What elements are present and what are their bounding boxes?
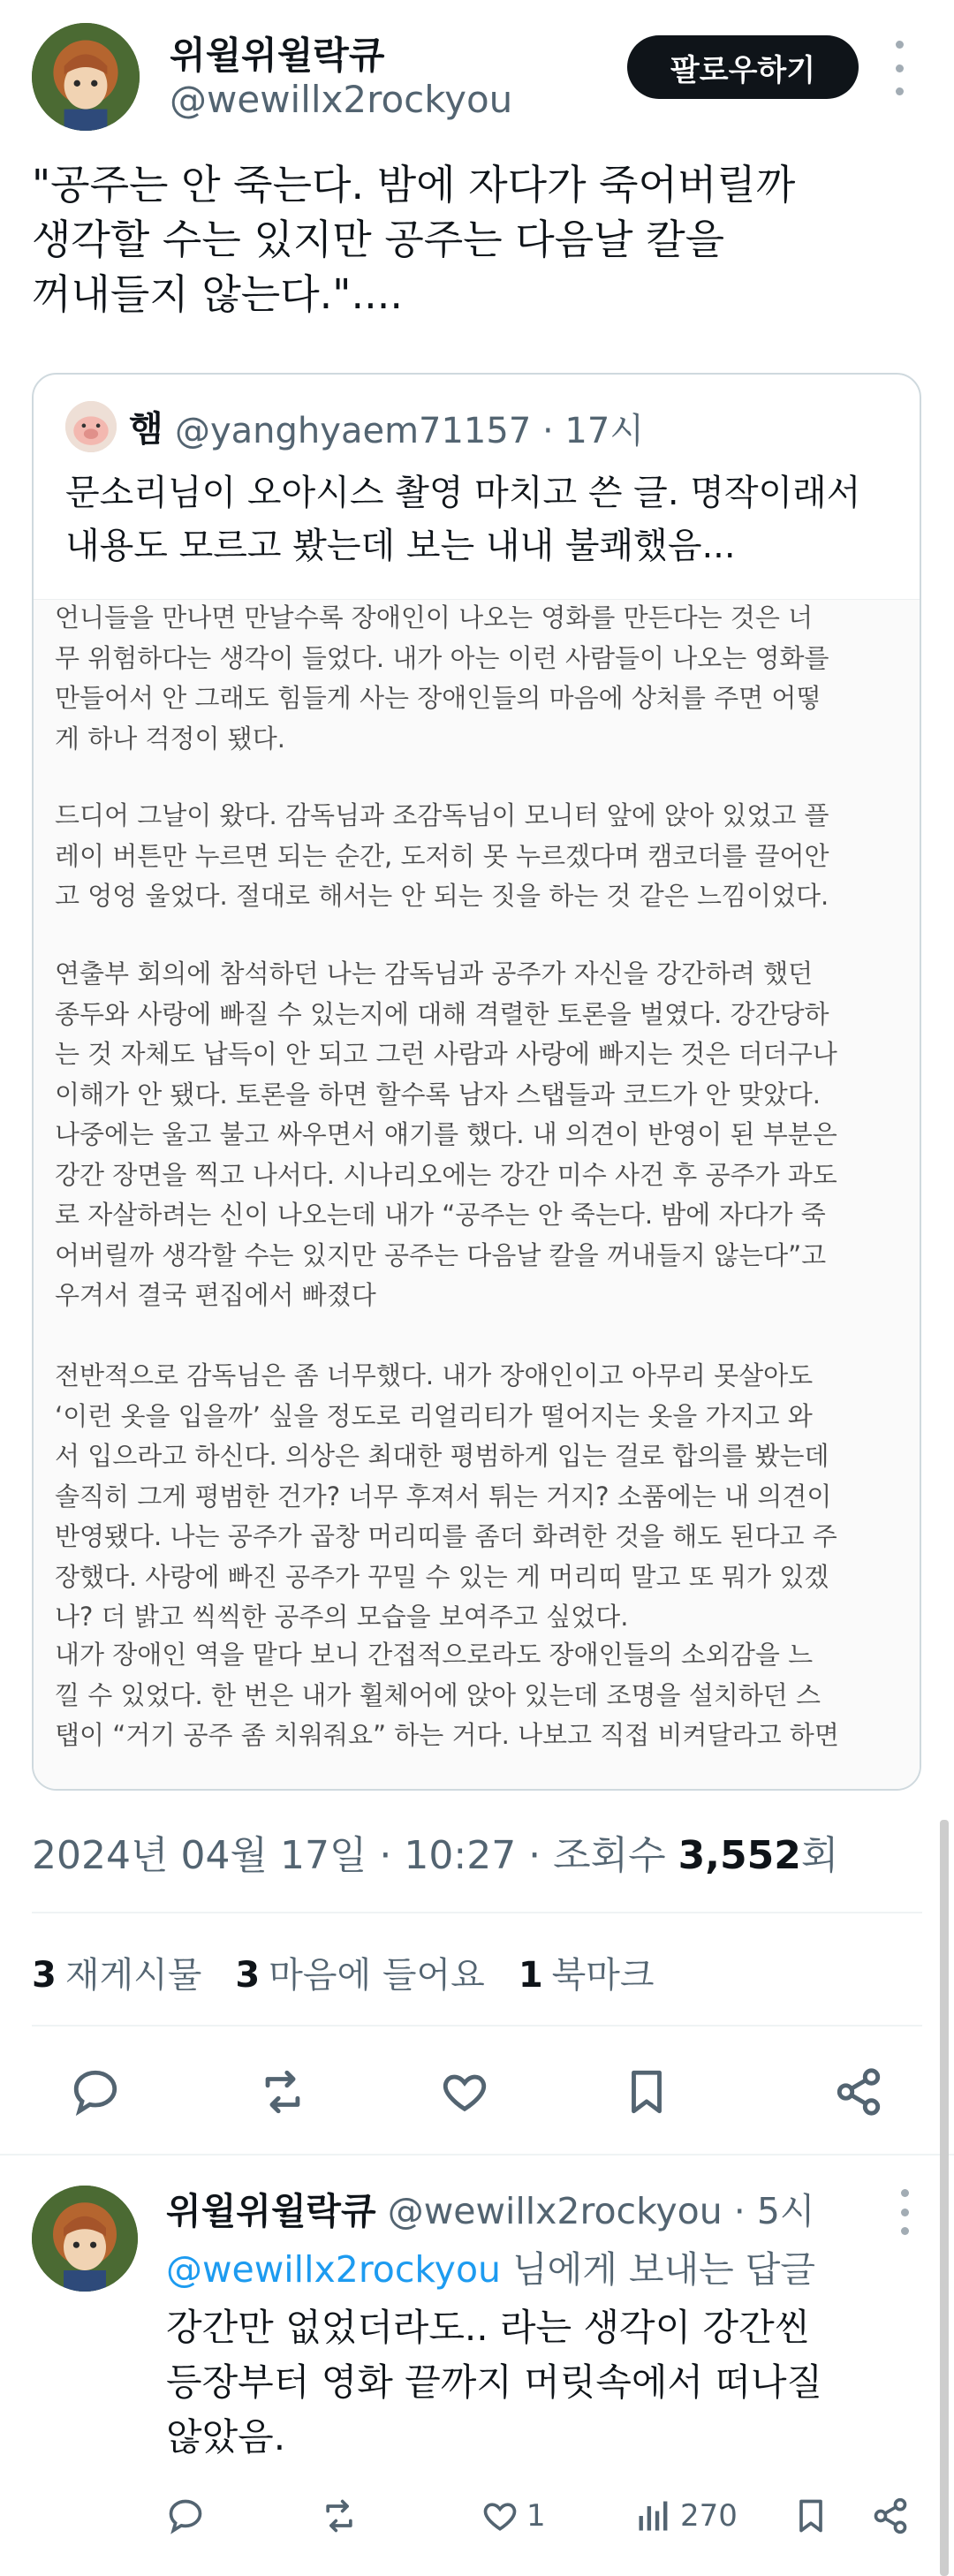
image-paragraph: 드디어 그날이 왔다. 감독님과 조감독님이 모니터 앞에 앉아 있었고 플 레이 버튼만 누르면 되는 순간, 도저히 못 누르겠다며 캠코더를 끌어안 고 엉엉 울었다. 절대로 해서는 안 되는 짓을 하는 것 같은 느낌이었다.	[55, 800, 829, 911]
reply-to-mention[interactable]: @wewillx2rockyou	[166, 2248, 502, 2291]
bookmark-icon[interactable]	[615, 2060, 678, 2124]
views-count: 270	[680, 2498, 738, 2534]
retweets-label: 재게시물	[64, 1955, 202, 1996]
engagement-stats	[32, 1947, 655, 1997]
author-avatar[interactable]	[32, 23, 140, 131]
reply-author-handle[interactable]: @wewillx2rockyou	[387, 2190, 723, 2232]
divider	[32, 2025, 922, 2027]
bookmarks-label: 북마크	[551, 1955, 655, 1996]
retweets-stat[interactable]	[32, 1947, 201, 1997]
like-icon[interactable]	[433, 2060, 496, 2124]
share-icon[interactable]	[871, 2491, 910, 2541]
like-count: 1	[526, 2498, 546, 2534]
likes-label: 마음에 들어요	[269, 1955, 485, 1996]
bookmarks-count: 1	[518, 1955, 543, 1996]
timestamp-text: 2024년 04월 17일 · 10:27 · 조회수	[32, 1833, 678, 1878]
image-paragraph: 내가 장애인 역을 맡다 보니 간접적으로라도 장애인들의 소외감을 느 낄 수 있었다. 한 번은 내가 휠체어에 앉아 있는데 조명을 설치하던 스 탭이 “거기 공주 좀 치워줘요” 하는 거다. 나보고 직접 비켜달라고 하면	[55, 1640, 839, 1750]
reply-action-bar	[166, 2491, 926, 2544]
tweet-timestamp	[32, 1823, 838, 1880]
bookmark-icon[interactable]	[791, 2491, 830, 2541]
reply-text: 강간만 없었더라도.. 라는 생각이 강간씬 등장부터 영화 끝까지 머릿속에서 떠나질 않았음.	[166, 2306, 823, 2459]
reply-header	[166, 2182, 815, 2234]
reply-author-avatar[interactable]	[32, 2186, 138, 2292]
reply-icon[interactable]	[166, 2491, 205, 2541]
image-paragraph: 연출부 회의에 참석하던 나는 감독님과 공주가 자신을 강간하려 했던 종두와 사랑에 빠질 수 있는지에 대해 격렬한 토론을 벌였다. 강간당하 는 것 자체도 납득이 안 되고 그런 사람과 사랑에 빠지는 것은 더더구나 이해가 안 됐다. 토론을 하면 할수록 남자 스탭들과 코드가 안 맞았다. 나중에는 울고 불고 싸우면서 얘기를 했다. 내 의견이 반영이 된 부분은 강간 장면을 찍고 나서다. 시나리오에는 강간 미수 사건 후 공주가 과도 로 자살하려는 신이 나오는데 내가 “공주는 안 죽는다. 밤에 자다가 죽 어버릴까 생각할 수는 있지만 공주는 다음날 칼을 꺼내들지 않는다”고 우겨서 결국 편집에서 빠졌다	[55, 958, 837, 1310]
reply-icon[interactable]	[64, 2060, 127, 2124]
quote-author-avatar	[65, 401, 117, 452]
retweet-icon[interactable]	[251, 2060, 314, 2124]
image-paragraph: 언니들을 만나면 만날수록 장애인이 나오는 영화를 만든다는 것은 너 무 위험하다는 생각이 들었다. 내가 아는 이런 사람들이 나오는 영화를 만들어서 안 그래도 힘들게 사는 장애인들의 마음에 상처를 주면 어떻 게 하나 걱정이 됐다.	[55, 602, 829, 754]
share-icon[interactable]	[827, 2060, 890, 2124]
action-bar	[32, 2060, 922, 2131]
follow-button[interactable]: 팔로우하기	[627, 35, 859, 99]
views-icon	[634, 2496, 673, 2535]
quote-author-meta: @yanghyaem71157 · 17시	[175, 411, 644, 451]
quote-text: 문소리님이 오아시스 촬영 마치고 쓴 글. 명작이래서 내용도 모르고 봤는데 보는 내내 불쾌했음...	[65, 473, 861, 566]
retweet-icon[interactable]	[320, 2491, 359, 2541]
quote-author-name: 햄	[129, 409, 163, 450]
bookmarks-stat[interactable]	[519, 1947, 655, 1997]
author-name[interactable]: 위윌위윌락큐	[170, 34, 385, 77]
likes-stat[interactable]	[235, 1947, 484, 1997]
retweets-count: 3	[32, 1955, 57, 1996]
like-button[interactable]	[481, 2491, 546, 2541]
more-icon[interactable]	[889, 41, 910, 95]
reply-to-suffix: 님에게 보내는 답글	[501, 2248, 815, 2291]
view-count: 3,552	[678, 1833, 801, 1878]
views-button[interactable]	[634, 2491, 738, 2541]
tweet-text: "공주는 안 죽는다. 밤에 자다가 죽어버릴까 생각할 수는 있지만 공주는 다음날 칼을 꺼내들지 않는다."....	[32, 161, 796, 318]
quote-image[interactable]	[34, 599, 921, 1791]
author-handle[interactable]: @wewillx2rockyou	[170, 78, 513, 121]
quoted-tweet[interactable]	[32, 373, 921, 1791]
reply-author-name[interactable]: 위윌위윌락큐	[166, 2190, 376, 2232]
divider	[0, 2154, 954, 2156]
likes-count: 3	[235, 1955, 261, 1996]
like-icon	[481, 2496, 519, 2535]
scrollbar[interactable]	[940, 1820, 949, 2576]
more-icon[interactable]	[896, 2189, 913, 2235]
view-suffix: 회	[800, 1833, 839, 1878]
image-paragraph: 전반적으로 감독님은 좀 너무했다. 내가 장애인이고 아무리 못살아도 ‘이런 옷을 입을까’ 싶을 정도로 리얼리티가 떨어지는 옷을 가지고 와 서 입으라고 하신다. 의상은 최대한 평범하게 입는 걸로 합의를 봤는데 솔직히 그게 평범한 건가? 너무 후져서 튀는 거지? 소품에는 내 의견이 반영됐다. 나는 공주가 곱창 머리띠를 좀더 화려한 것을 해도 된다고 주 장했다. 사랑에 빠진 공주가 꾸밀 수 있는 게 머리띠 말고 또 뭐가 있겠 나? 더 밝고 씩씩한 공주의 모습을 보여주고 싶었다.	[55, 1360, 837, 1632]
reply-time: · 5시	[733, 2190, 815, 2232]
divider	[32, 1912, 922, 1913]
reply-to-line	[166, 2240, 815, 2292]
